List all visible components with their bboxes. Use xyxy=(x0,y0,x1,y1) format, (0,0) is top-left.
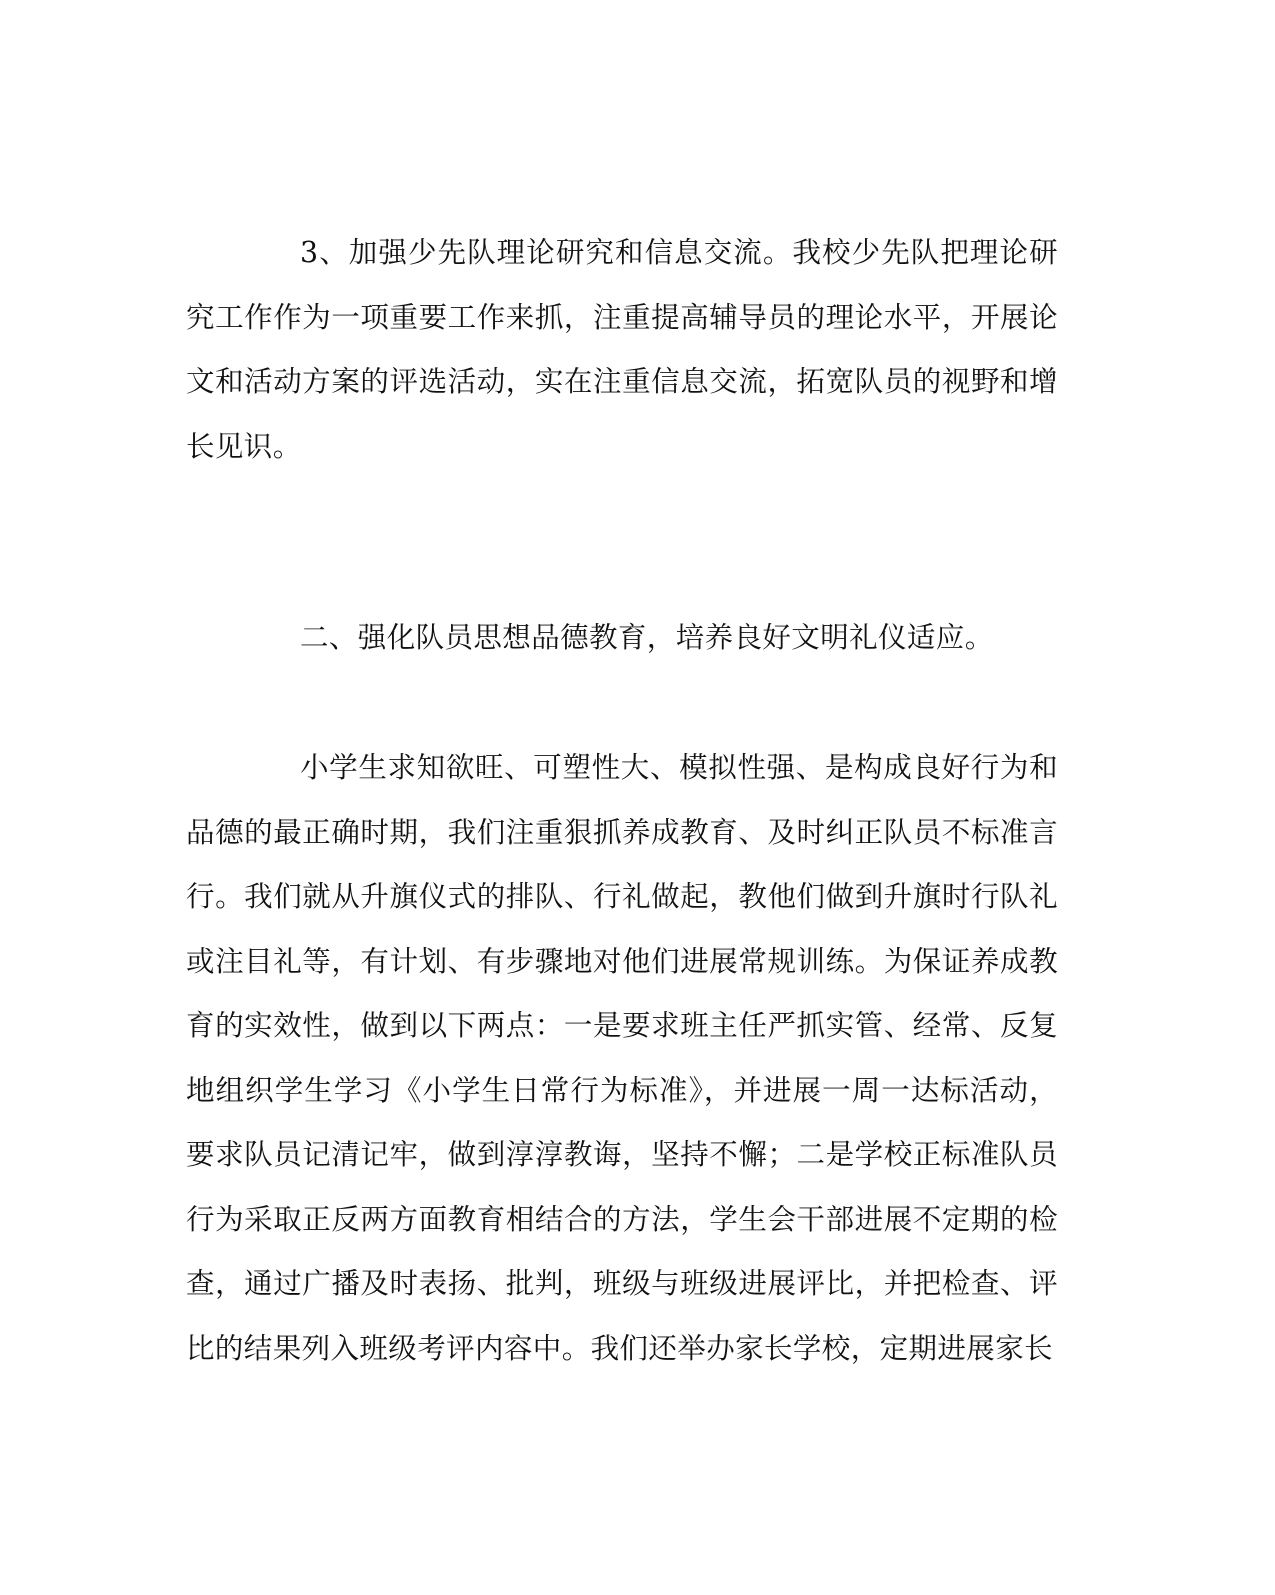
section-heading: 二、强化队员思想品德教育，培养良好文明礼仪适应。 xyxy=(300,621,994,654)
paragraph-theory-research: 3、加强少先队理论研究和信息交流。我校少先队把理论研究工作作为一项重要工作来抓，注重提高辅导员的理论水平，开展论文和活动方案的评选活动，实在注重信息交流，拓宽队员的视野和增长见识。 xyxy=(186,236,1058,463)
paragraph-moral-education: 小学生求知欲旺、可塑性大、模拟性强、是构成良好行为和品德的最正确时期，我们注重狠抓养成教育、及时纠正队员不标准言行。我们就从升旗仪式的排队、行礼做起，教他们做到升旗时行队礼或注目礼等，有计划、有步骤地对他们进展常规训练。为保证养成教育的实效性，做到以下两点：一是要求班主任严抓实管、经常、反复地组织学生学习《小学生日常行为标准》，并进展一周一达标活动，要求队员记清记牢，做到淳淳教诲，坚持不懈；二是学校正标准队员行为采取正反两方面教育相结合的方法，学生会干部进展不定期的检查，通过广播及时表扬、批判，班级与班级进展评比，并把检查、评比的结果列入班级考评内容中。我们还举办家长学校，定期进展家长 xyxy=(186,751,1058,1365)
